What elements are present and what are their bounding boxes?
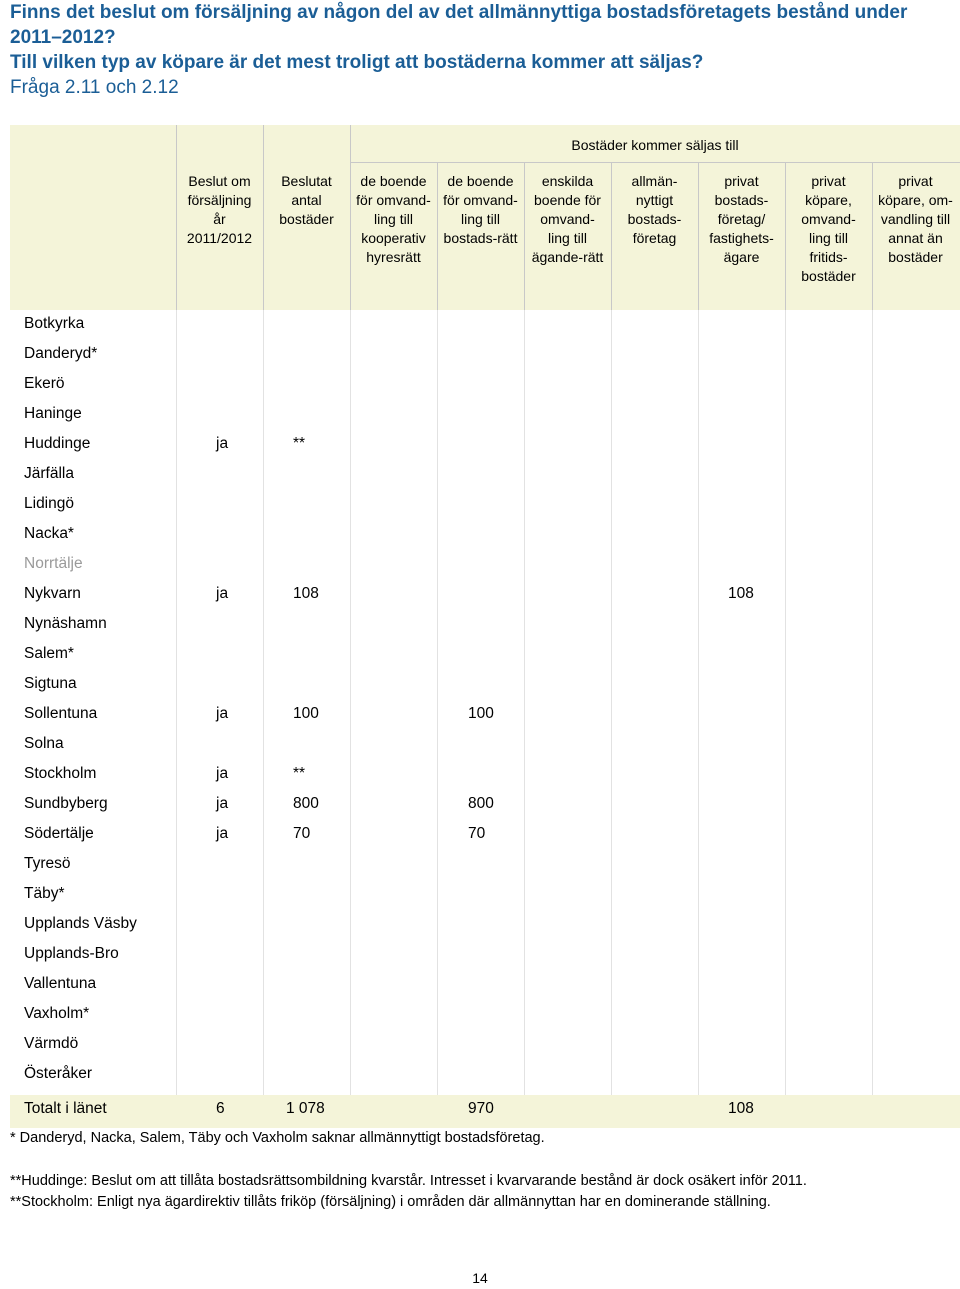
column-header-line: privat <box>724 173 759 189</box>
table-row <box>10 789 960 819</box>
cell-bostadsratt: 800 <box>468 795 494 812</box>
municipality-name: Sundbyberg <box>24 795 108 812</box>
column-header-line: vandling till <box>880 211 951 227</box>
column-header-line: bostads- <box>627 211 682 227</box>
municipality-name: Sigtuna <box>24 675 77 692</box>
table-row <box>10 999 960 1029</box>
table-row <box>10 1059 960 1089</box>
table-row <box>10 849 960 879</box>
header-divider <box>350 162 960 163</box>
column-header-line: ling till <box>809 230 848 246</box>
municipality-name: Salem* <box>24 645 74 662</box>
municipality-name: Danderyd* <box>24 345 98 362</box>
footnote-1: * Danderyd, Nacka, Salem, Täby och Vaxholm saknar allmännyttigt bostadsföretag. <box>10 1130 545 1146</box>
cell-privat: 108 <box>728 585 754 602</box>
table-row <box>10 459 960 489</box>
total-privat: 108 <box>728 1100 754 1117</box>
table-row <box>10 729 960 759</box>
municipality-name: Botkyrka <box>24 315 85 332</box>
column-header-line: omvand- <box>540 211 595 227</box>
column-header-line: ägande-rätt <box>531 249 604 265</box>
column-header-line: enskilda <box>541 173 594 189</box>
column-header-line: bostäder <box>801 268 856 284</box>
table-row <box>10 609 960 639</box>
municipality-name: Stockholm <box>24 765 97 782</box>
municipality-name: Vaxholm* <box>24 1005 90 1022</box>
column-header-line: ling till <box>374 211 413 227</box>
column-header <box>785 172 872 286</box>
column-header-line: för omvand- <box>356 192 431 208</box>
municipality-name: Lidingö <box>24 495 74 512</box>
table-row <box>10 669 960 699</box>
column-header-line: annat än <box>888 230 943 246</box>
total-beslut: 6 <box>216 1100 225 1117</box>
footnote-3: **Stockholm: Enligt nya ägardirektiv tillåts friköp (försäljning) i områden där allmännyttan har en dominerande ställning. <box>10 1194 771 1210</box>
column-header-line: de boende <box>360 173 427 189</box>
municipality-name: Södertälje <box>24 825 94 842</box>
table-row <box>10 819 960 849</box>
header-group-label: Bostäder kommer säljas till <box>571 137 739 153</box>
cell-antal: 100 <box>293 705 319 722</box>
municipality-name: Norrtälje <box>24 555 83 572</box>
cell-beslut: ja <box>216 705 229 722</box>
column-header-line: de boende <box>447 173 514 189</box>
column-header-line: antal <box>291 192 322 208</box>
cell-antal: ** <box>293 435 306 452</box>
total-row <box>10 1095 960 1128</box>
column-header-line: bostäder <box>279 211 334 227</box>
municipality-name: Huddinge <box>24 435 91 452</box>
column-header-line: kooperativ <box>361 230 426 246</box>
municipality-name: Nacka* <box>24 525 74 542</box>
column-header-line: privat <box>811 173 846 189</box>
column-header-line: boende för <box>534 192 601 208</box>
cell-bostadsratt: 100 <box>468 705 494 722</box>
column-header-line: omvand- <box>801 211 856 227</box>
title-line-1: Finns det beslut om försäljning av någon del av det allmännyttiga bostadsföretagets bestånd under 2011–2012? <box>10 2 908 48</box>
municipality-name: Upplands Väsby <box>24 915 137 932</box>
column-header-line: privat <box>898 173 933 189</box>
cell-antal: ** <box>293 765 306 782</box>
cell-antal: 70 <box>293 825 311 842</box>
column-header <box>872 172 959 267</box>
column-header-line: 2011/2012 <box>186 230 253 246</box>
table-row <box>10 549 960 579</box>
column-header-line: för omvand- <box>443 192 518 208</box>
cell-beslut: ja <box>216 825 229 842</box>
column-header-line: Beslutat <box>281 173 332 189</box>
column-header-line: ling till <box>548 230 587 246</box>
table-row <box>10 429 960 459</box>
table-row <box>10 399 960 429</box>
municipality-name: Täby* <box>24 885 65 902</box>
table-row <box>10 879 960 909</box>
table-row <box>10 639 960 669</box>
table-row <box>10 309 960 339</box>
column-header <box>350 172 437 267</box>
cell-beslut: ja <box>216 435 229 452</box>
municipality-name: Vallentuna <box>24 975 97 992</box>
municipality-name: Österåker <box>24 1065 93 1082</box>
column-header-line: år <box>213 211 226 227</box>
footnote-2: **Huddinge: Beslut om att tillåta bostadsrättsombildning kvarstår. Intresset i kvarvarande bestånd är dock osäkert inför 2011. <box>10 1173 807 1189</box>
column-header-line: fastighets- <box>709 230 774 246</box>
column-header-line: nyttigt <box>635 192 674 208</box>
column-header-line: hyresrätt <box>366 249 421 265</box>
column-header-line: köpare, <box>805 192 852 208</box>
column-header <box>611 172 698 248</box>
page-number: 14 <box>472 1270 488 1286</box>
table-row <box>10 369 960 399</box>
table-row <box>10 939 960 969</box>
column-header-line: försäljning <box>187 192 252 208</box>
municipality-name: Värmdö <box>24 1035 79 1052</box>
column-header-line: fritids- <box>809 249 848 265</box>
table-row <box>10 519 960 549</box>
column-header <box>263 172 350 229</box>
column-header-line: företag/ <box>717 211 766 227</box>
table-row <box>10 339 960 369</box>
column-header <box>437 172 524 248</box>
cell-beslut: ja <box>216 765 229 782</box>
municipality-name: Solna <box>24 735 64 752</box>
table-row <box>10 1029 960 1059</box>
column-header <box>698 172 785 267</box>
column-header-line: bostads- <box>714 192 769 208</box>
cell-beslut: ja <box>216 795 229 812</box>
municipality-name: Järfälla <box>24 465 74 482</box>
table-row <box>10 909 960 939</box>
municipality-name: Tyresö <box>24 855 71 872</box>
column-header-line: allmän- <box>631 173 678 189</box>
municipality-name: Haninge <box>24 405 82 422</box>
column-header <box>524 172 611 267</box>
page-title <box>10 0 950 100</box>
cell-beslut: ja <box>216 585 229 602</box>
title-line-2: Till vilken typ av köpare är det mest troligt att bostäderna kommer att säljas? <box>10 52 704 73</box>
table-row <box>10 759 960 789</box>
total-label: Totalt i länet <box>24 1100 107 1117</box>
table-row <box>10 579 960 609</box>
title-question-ref: Fråga 2.11 och 2.12 <box>10 77 179 98</box>
table-row <box>10 969 960 999</box>
total-antal: 1 078 <box>286 1100 325 1117</box>
column-header <box>176 172 263 248</box>
cell-antal: 108 <box>293 585 319 602</box>
column-header-line: köpare, om- <box>878 192 953 208</box>
municipality-name: Ekerö <box>24 375 65 392</box>
cell-bostadsratt: 70 <box>468 825 486 842</box>
column-header-line: ägare <box>723 249 760 265</box>
column-header-line: Beslut om <box>188 173 251 189</box>
municipality-name: Upplands-Bro <box>24 945 119 962</box>
column-header-line: företag <box>632 230 677 246</box>
column-header-line: bostäder <box>888 249 943 265</box>
column-header-line: bostads-rätt <box>443 230 518 246</box>
municipality-name: Nykvarn <box>24 585 81 602</box>
total-bostadsratt: 970 <box>468 1100 494 1117</box>
municipality-name: Sollentuna <box>24 705 98 722</box>
column-header-line: ling till <box>461 211 500 227</box>
table-row <box>10 489 960 519</box>
municipality-name: Nynäshamn <box>24 615 107 632</box>
table-row <box>10 699 960 729</box>
cell-antal: 800 <box>293 795 319 812</box>
